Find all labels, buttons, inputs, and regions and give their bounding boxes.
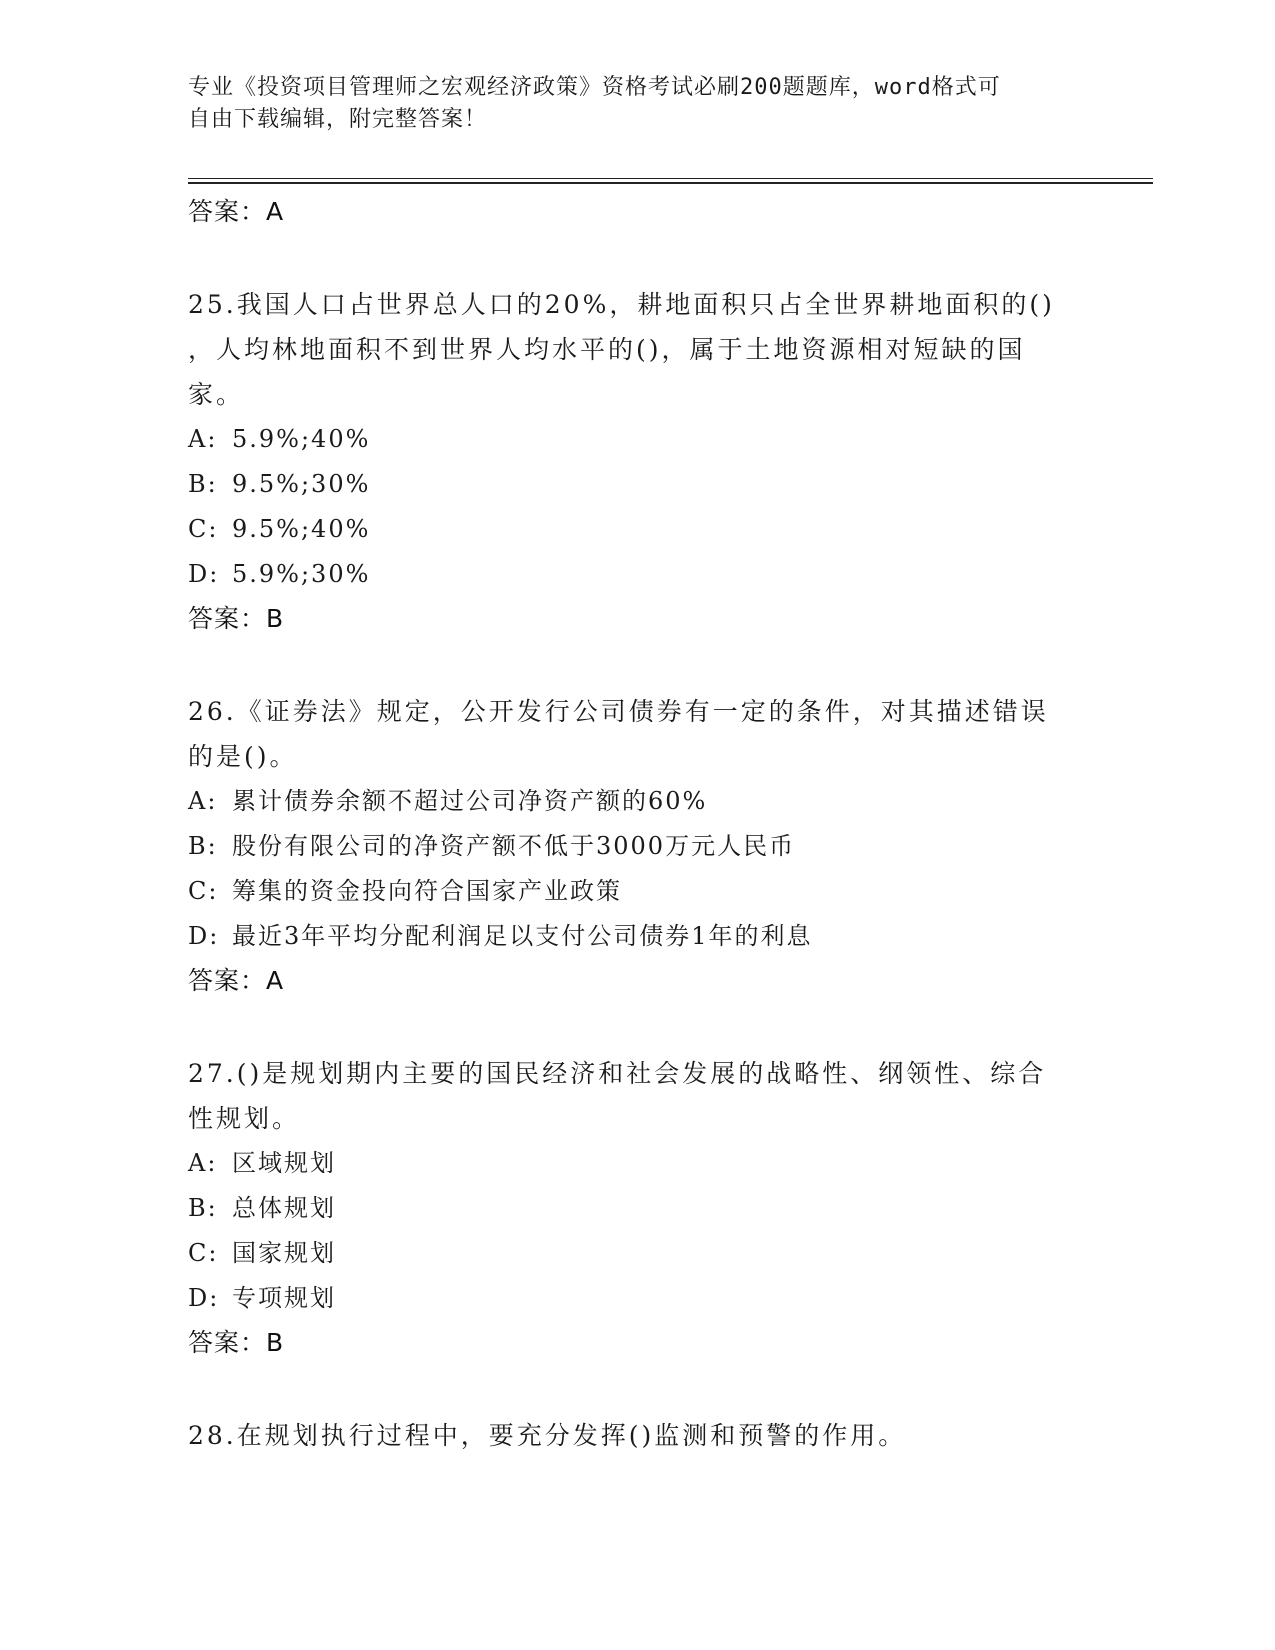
option-text: 国家规划 [232,1239,336,1267]
option-letter: A: [188,787,218,815]
option-text: 筹集的资金投向符合国家产业政策 [232,877,622,905]
option-letter: C: [188,1239,219,1267]
stem-line: 26.《证券法》规定，公开发行公司债券有一定的条件，对其描述错误 [188,697,1049,726]
question-28 [188,1413,1088,1458]
option-a [188,417,1088,462]
stem-line: ，人均林地面积不到世界人均水平的()，属于土地资源相对短缺的国 [188,335,1026,364]
question-25 [188,282,1088,641]
stem-line: 性规划。 [188,1104,301,1133]
question-list [188,190,1088,1458]
question-27 [188,1051,1088,1365]
option-d [188,914,1088,959]
stem-line: 27.()是规划期内主要的国民经济和社会发展的战略性、纲领性、综合 [188,1059,1047,1088]
option-a [188,1141,1088,1186]
option-a [188,779,1088,824]
option-letter: A: [188,425,218,453]
option-letter: C: [188,515,219,543]
header-line: 自由下载编辑，附完整答案！ [188,107,488,132]
option-letter: D: [188,922,220,950]
header-divider [188,178,1153,179]
header-line: 专业《投资项目管理师之宏观经济政策》资格考试必刷200题题库，word格式可 [188,75,1001,100]
option-letter: B: [188,832,218,860]
option-text: 9.5%;40% [232,515,371,543]
answer-label: 答案：B [188,604,285,633]
option-text: 最近3年平均分配利润足以支付公司债券1年的利息 [232,922,813,950]
option-text: 累计债券余额不超过公司净资产额的60% [232,787,708,815]
option-letter: A: [188,1149,218,1177]
question-stem [188,689,1088,779]
answer-label: 答案：A [188,966,285,995]
option-d [188,552,1088,597]
stem-line: 的是()。 [188,742,298,771]
option-letter: D: [188,560,220,588]
option-c [188,1231,1088,1276]
header-divider-thick [188,182,1153,184]
option-text: 专项规划 [232,1284,336,1312]
option-letter: C: [188,877,219,905]
option-b [188,462,1088,507]
option-letter: B: [188,470,218,498]
option-text: 股份有限公司的净资产额不低于3000万元人民币 [232,832,796,860]
question-stem [188,282,1088,417]
option-b [188,1186,1088,1231]
answer-label: 答案：B [188,1328,285,1357]
option-text: 5.9%;30% [232,560,371,588]
question-26 [188,689,1088,1003]
question-stem [188,1051,1088,1141]
option-letter: D: [188,1284,220,1312]
stem-line: 28.在规划执行过程中，要充分发挥()监测和预警的作用。 [188,1421,907,1450]
option-c [188,869,1088,914]
option-text: 总体规划 [232,1194,336,1222]
document-header [188,72,1088,136]
option-text: 9.5%;30% [232,470,371,498]
stem-line: 25.我国人口占世界总人口的20%，耕地面积只占全世界耕地面积的() [188,290,1055,319]
option-d [188,1276,1088,1321]
stem-line: 家。 [188,380,245,409]
option-text: 区域规划 [232,1149,336,1177]
question-stem [188,1413,1088,1458]
option-text: 5.9%;40% [232,425,371,453]
previous-answer: 答案：A [188,197,285,226]
option-c [188,507,1088,552]
option-letter: B: [188,1194,218,1222]
option-b [188,824,1088,869]
